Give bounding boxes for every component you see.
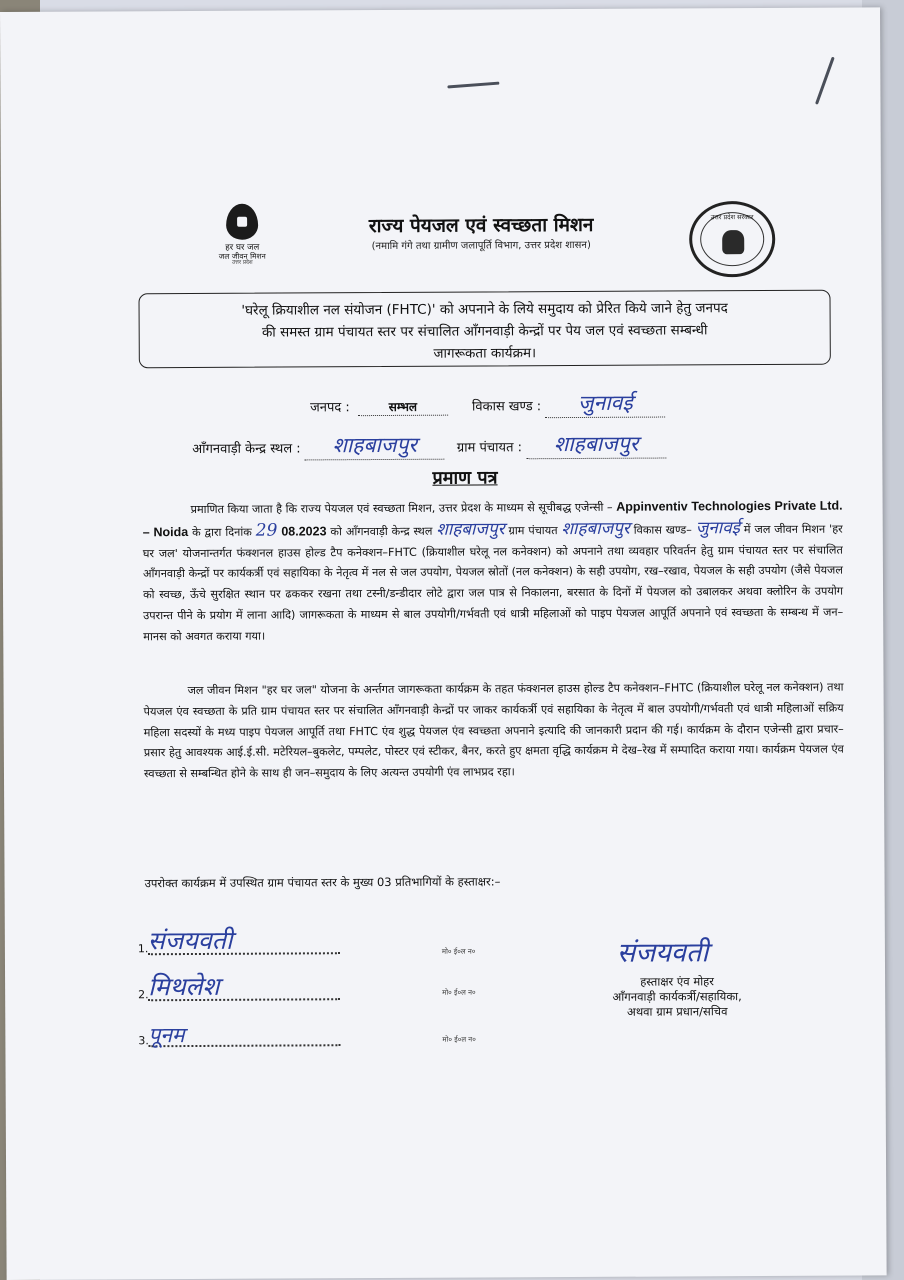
panchayat-value: शाहबाजपुर [561,518,630,539]
signatory-block [577,974,777,1020]
mobile-label: मो० ई०ल न० [442,988,476,997]
anganwadi-value: शाहबाजपुर [305,431,445,461]
signatory-signature: संजयवती [616,937,709,969]
certificate-page [0,7,887,1280]
anganwadi-label: आँगनवाड़ी केन्द्र स्थल : [192,441,301,457]
staple-mark [815,57,835,105]
date-day: 29 [255,520,278,541]
vikas-khand-label: विकास खण्ड : [471,399,542,415]
signatory-line: आँगनवाड़ी कार्यकर्त्री/सहायिका, [612,989,742,1004]
emblem-icon [722,230,744,254]
mobile-label: मो० ई०ल न० [442,1035,476,1044]
page-title: राज्य पेयजल एवं स्वच्छता मिशन [368,213,594,238]
janpad-label: जनपद : [310,400,350,416]
logo-text: हर घर जल [225,242,260,253]
text-run: के द्वारा दिनांक [192,525,252,539]
date-rest: 08.2023 [281,524,327,539]
certificate-title: प्रमाण पत्र [432,467,498,489]
text-run: ग्राम पंचायत [508,523,558,538]
participant-signature-row [138,922,438,960]
certificate-paragraph-1 [143,496,844,648]
program-title-line: की समस्त ग्राम पंचायत स्तर पर संचालित आँगनवाड़ी केन्द्रों पर पेय जल एवं स्वच्छता सम्बन्धी [261,322,708,341]
up-government-emblem [689,201,775,277]
district-row [310,389,665,420]
participant-signature: संजयवती [147,925,233,956]
text-run: में जल जीवन मिशन 'हर घर जल' योजनान्तर्गत फंक्शनल हाउस होल्ड टैप कनेक्शन–FHTC (क्रियाशील घरेलू नल कनेक्शन) को अपनाने तथा व्यवहार परिवर्तन हेतु ग्राम पंचायत स्तर पर संचालित आँगनवाड़ी केन्द्रों पर कार्यकर्त्री एवं सहायिका के नेतृत्व में नल से जल उपयोग, पेयजल स्रोतों (नल कनेक्शन) के सही उपयोग, रख–रखाव, पेयजल के सही उपयोग (जैसे पेयजल को स्वच्छ, ऊँचे सुरक्षित स्थान पर ढककर रखना तथा टस्नी/डन्डीदार लोटे द्वारा जल पात्र से निकालना, बरसात के दिनों में पेयजल को उबालकर अथवा क्लोरिन के उपयोग उपरान्त पीने के प्रयोग में लाना आदि) जागरूकता के माध्यम से बाल उपयोगी/गर्भवती एवं धात्री महिलाओं को पाइप पेयजल आपूर्ति अपनाने एवं स्वच्छता के सम्बन्ध में जन–मानस को अवगत कराया गया। [142,522,844,644]
gram-panchayat-label: ग्राम पंचायत : [456,440,523,456]
vikas-khand-value: जुनावई [545,389,665,419]
row-number: 3. [138,1034,149,1048]
janpad-value: सम्भल [358,398,448,416]
gram-panchayat-value: शाहबाजपुर [526,430,666,460]
mobile-label: मो० ई०ल न० [441,947,476,956]
emblem-text: उत्तर प्रदेश सरकार [710,213,754,222]
centre-value: शाहबाजपुर [436,519,505,540]
agency-name: Appinventiv [616,499,688,514]
program-title-line: जागरूकता कार्यक्रम। [433,345,537,362]
agency-name: Technologies Private Ltd. – Noida [142,498,843,540]
row-number: 2. [138,988,149,1002]
participants-intro: उपरोक्त कार्यक्रम में उपस्थित ग्राम पंचायत स्तर के मुख्य 03 प्रतिभागियों के हस्ताक्षर:– [144,874,501,891]
participant-signature-row [138,968,438,1006]
staple-mark [447,82,499,89]
text-run: प्रमाणित किया जाता है कि राज्य पेयजल एवं स्वच्छता मिशन, उत्तर प्रेदश के माध्यम से सूचीबद्ध एजेन्सी – [190,500,613,517]
har-ghar-jal-logo [206,204,278,267]
anganwadi-row [192,430,666,461]
logo-text: उत्तर प्रदेश [231,259,253,266]
signatory-line: अथवा ग्राम प्रधान/सचिव [626,1004,728,1019]
logo-text: जल जीवन मिशन [218,251,266,261]
page-subtitle: (नमामि गंगे तथा ग्रामीण जलापूर्ति विभाग, उत्तर प्रदेश शासन) [371,239,591,253]
text-run: विकास खण्ड– [633,523,692,537]
program-title-line: 'घरेलू क्रियाशील नल संयोजन (FHTC)' को अपनाने के लिये समुदाय को प्रेरित किये जाने हेतु जनपद [241,300,728,319]
row-number: 1. [137,942,149,956]
signatory-line: हस्ताक्षर एंव मोहर [640,974,715,989]
water-drop-icon [226,204,258,240]
text-run: को आँगनवाड़ी केन्द्र स्थल [330,524,433,539]
participant-signature: मिथलेश [148,971,220,1002]
participant-signature-row [138,1014,438,1052]
certificate-paragraph-2: जल जीवन मिशन "हर घर जल" योजना के अर्न्तगत जागरूकता कार्यक्रम के तहत फंक्शनल हाउस होल्ड टैप कनेक्शन–FHTC (क्रियाशील घरेलू नल कनेक्शन) तथा पेयजल एंव स्वच्छता के प्रति ग्राम पंचायत स्तर पर संचालित आँगनवाड़ी केन्द्रों पर जाकर कार्यकर्त्री एवं सहायिका के नेतृत्व में बाल उपयोगी/गर्भवती एवं धात्री महिलाओं सक्रिय महिला सदस्यों के मध्य पाइप पेयजल आपूर्ति तथा FHTC एंव शुद्ध पेयजल एंव स्वच्छता अपनाने इत्यादि की जानकारी प्रदान की गई। कार्यक्रम के दौरान एजेन्सी द्वारा प्रचार–प्रसार हेतु आवश्यक आई.ई.सी. मटेरियल–बुकलेट, पम्पलेट, पोस्टर एवं स्टीकर, बैनर, करते हुए क्षमता वृद्धि कार्यक्रम मे देख–रेख में सम्पादित कराया गया। कार्यक्रम पेयजल एंव स्वच्छता से सम्बन्धित होने के साथ ही जन–समुदाय के लिए अत्यन्त उपयोगी एंव लाभप्रद रहा। [143,680,844,781]
program-title-box [138,290,830,369]
block-value: जुनावई [695,517,741,539]
participant-signature: पूनम [148,1023,185,1048]
